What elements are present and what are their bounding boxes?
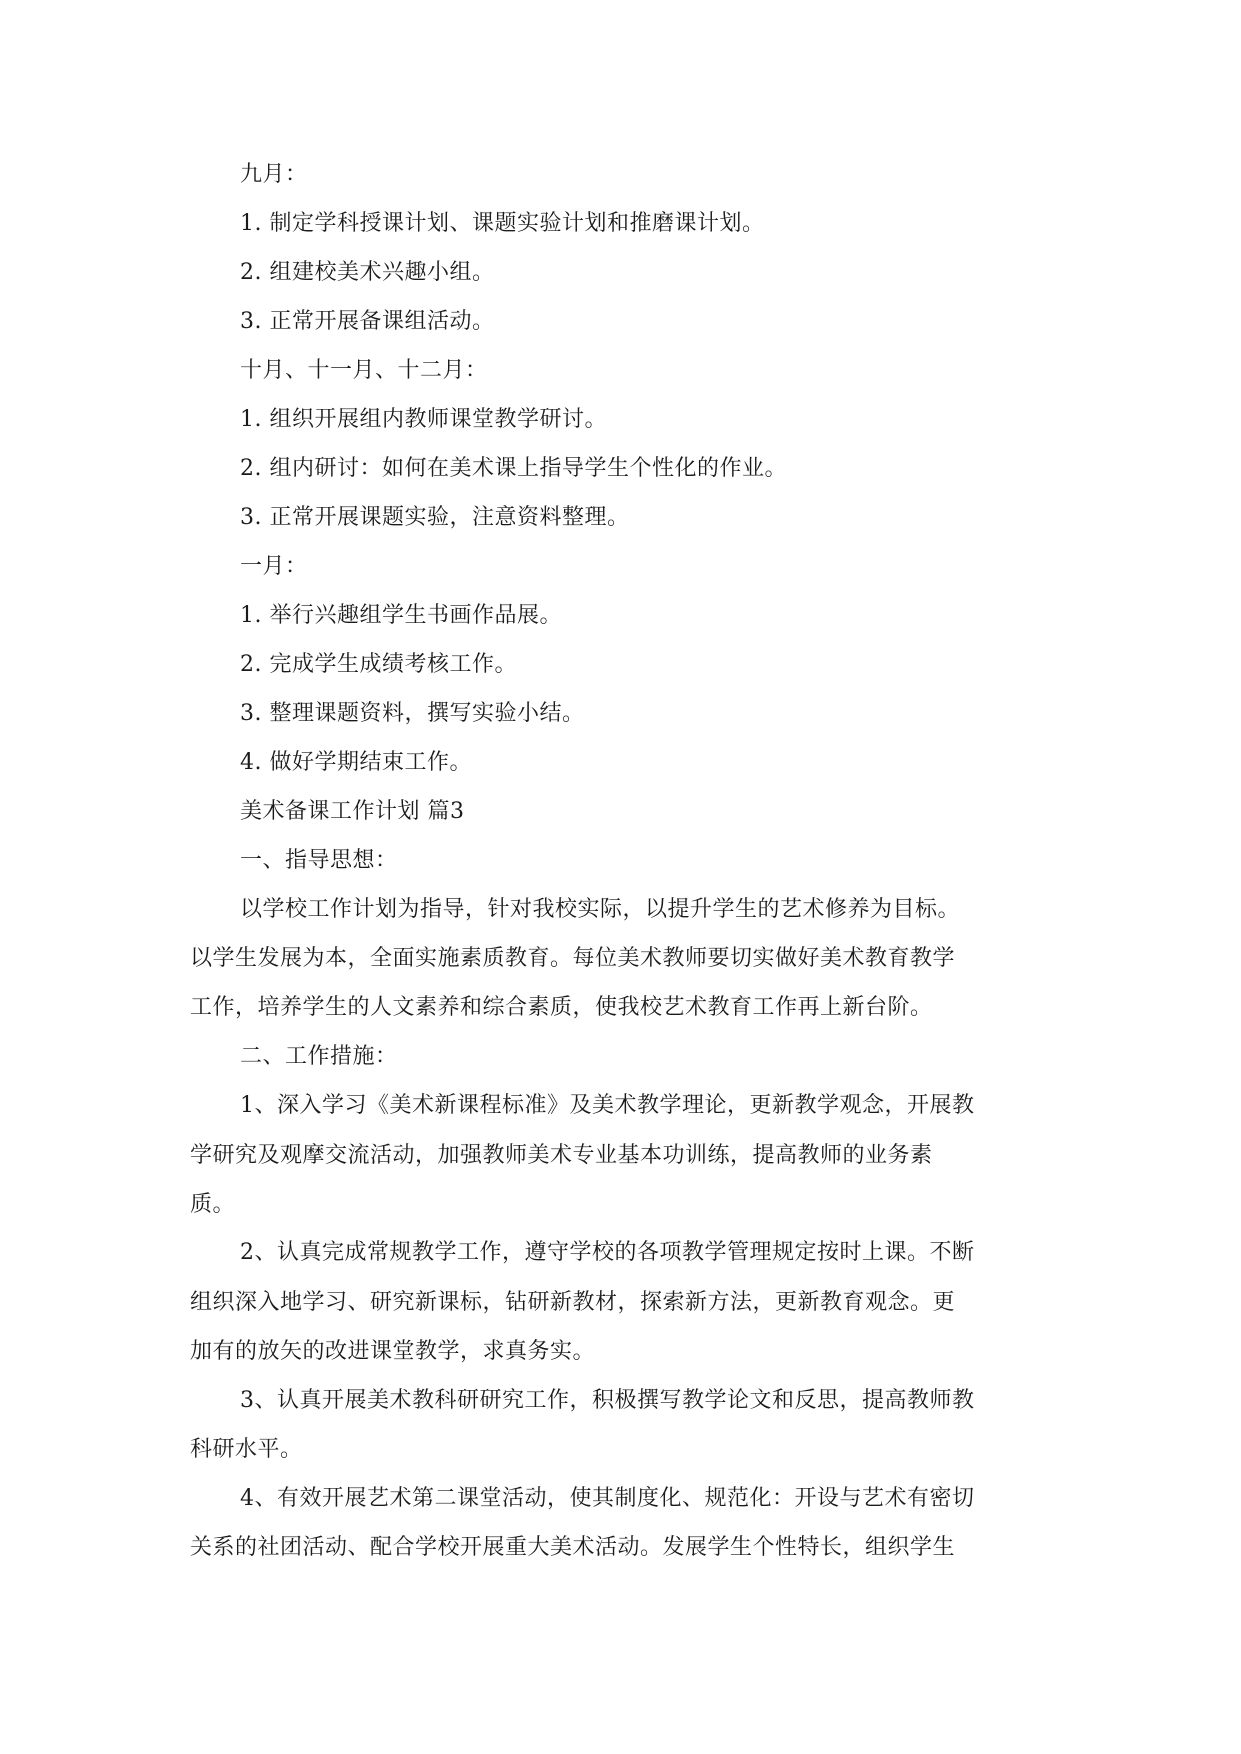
section2-heading: 二、工作措施：: [240, 1044, 398, 1069]
list-item: 4. 做好学期结束工作。: [240, 750, 472, 775]
paragraph-line: 关系的社团活动、配合学校开展重大美术活动。发展学生个性特长，组织学生: [190, 1535, 956, 1560]
list-item: 1. 举行兴趣组学生书画作品展。: [240, 603, 562, 628]
list-item: 3. 整理课题资料，撰写实验小结。: [240, 701, 585, 726]
september-heading: 九月：: [240, 162, 308, 187]
paragraph-line: 工作，培养学生的人文素养和综合素质，使我校艺术教育工作再上新台阶。: [190, 995, 933, 1020]
paragraph-line: 3、认真开展美术教科研研究工作，积极撰写教学论文和反思，提高教师教: [240, 1388, 975, 1413]
paragraph-line: 4、有效开展艺术第二课堂活动，使其制度化、规范化：开设与艺术有密切: [240, 1486, 975, 1511]
paragraph-line: 质。: [190, 1192, 236, 1217]
paragraph-line: 学研究及观摩交流活动，加强教师美术专业基本功训练，提高教师的业务素: [190, 1143, 933, 1168]
paragraph-line: 加有的放矢的改进课堂教学，求真务实。: [190, 1339, 596, 1364]
january-heading: 一月：: [240, 554, 308, 579]
paragraph-line: 组织深入地学习、研究新课标，钻研新教材，探索新方法，更新教育观念。更: [190, 1290, 956, 1315]
paragraph-line: 1、深入学习《美术新课程标准》及美术教学理论，更新教学观念，开展教: [240, 1093, 975, 1118]
list-item: 2. 完成学生成绩考核工作。: [240, 652, 517, 677]
section1-heading: 一、指导思想：: [240, 848, 398, 873]
paragraph-line: 以学校工作计划为指导，针对我校实际，以提升学生的艺术修养为目标。: [240, 897, 961, 922]
list-item: 2. 组建校美术兴趣小组。: [240, 260, 495, 285]
plan3-title: 美术备课工作计划 篇3: [240, 799, 465, 824]
list-item: 2. 组内研讨：如何在美术课上指导学生个性化的作业。: [240, 456, 787, 481]
list-item: 3. 正常开展备课组活动。: [240, 309, 495, 334]
list-item: 3. 正常开展课题实验，注意资料整理。: [240, 505, 630, 530]
list-item: 1. 制定学科授课计划、课题实验计划和推磨课计划。: [240, 211, 765, 236]
paragraph-line: 以学生发展为本，全面实施素质教育。每位美术教师要切实做好美术教育教学: [190, 946, 956, 971]
paragraph-line: 2、认真完成常规教学工作，遵守学校的各项教学管理规定按时上课。不断: [240, 1240, 975, 1265]
list-item: 1. 组织开展组内教师课堂教学研讨。: [240, 407, 607, 432]
oct-dec-heading: 十月、十一月、十二月：: [240, 358, 488, 383]
paragraph-line: 科研水平。: [190, 1437, 303, 1462]
